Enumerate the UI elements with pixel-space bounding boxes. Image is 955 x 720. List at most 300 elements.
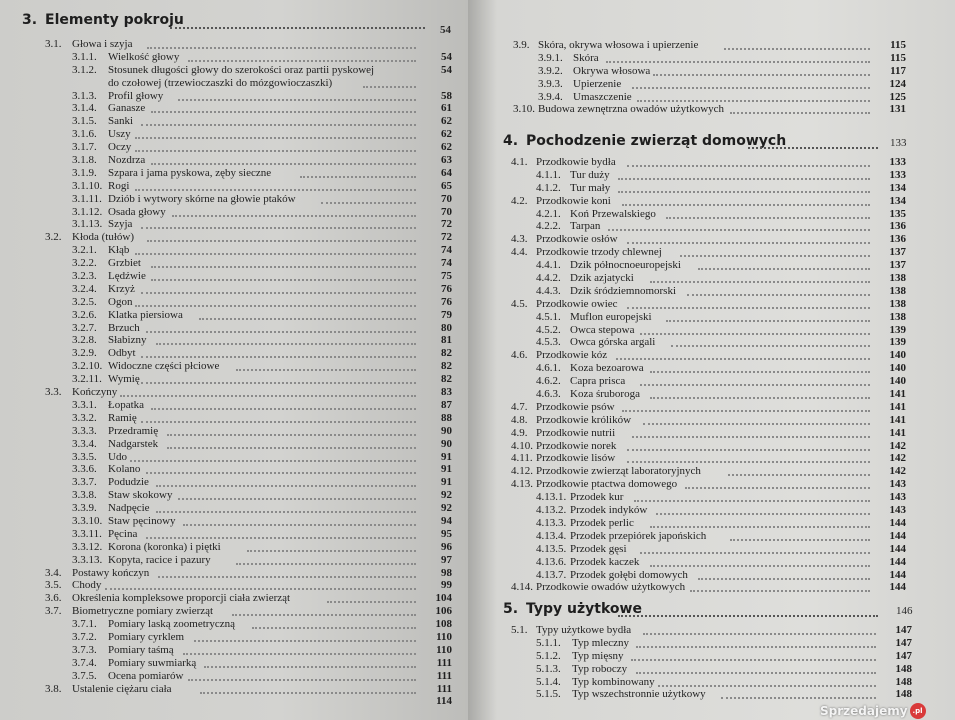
entry-title: Przodkowie bydła xyxy=(536,156,616,168)
toc-entry xyxy=(0,322,468,335)
toc-entry xyxy=(468,78,955,91)
entry-title: Brzuch xyxy=(108,321,140,334)
entry-title: Typ wszechstronnie użytkowy xyxy=(572,688,706,701)
entry-title: Szpara i jama pyskowa, zęby sieczne xyxy=(108,166,272,179)
dot-leader xyxy=(135,137,416,139)
entry-number: 3.3.5. xyxy=(72,450,97,463)
entry-page: 70 xyxy=(441,205,452,218)
entry-number: 3.1.4. xyxy=(72,102,97,115)
entry-title: Umaszczenie xyxy=(573,90,632,103)
entry-page: 117 xyxy=(890,64,906,77)
entry-number: 3.3.1. xyxy=(72,398,97,411)
entry-title: Upierzenie xyxy=(573,77,622,90)
dot-leader xyxy=(618,615,878,617)
entry-page: 147 xyxy=(895,636,912,649)
dot-leader xyxy=(636,672,876,674)
entry-number: 4.1.2. xyxy=(536,181,561,194)
toc-entry xyxy=(468,324,955,337)
entry-page: 139 xyxy=(889,323,906,336)
entry-page: 72 xyxy=(441,218,452,231)
toc-entry xyxy=(468,336,955,349)
dot-leader xyxy=(606,61,871,63)
dot-leader xyxy=(627,449,870,451)
entry-title: Kopyta, racice i pazury xyxy=(108,553,211,566)
dot-leader xyxy=(141,382,417,384)
entry-number: 4.13.2. xyxy=(536,504,567,517)
entry-page: 54 xyxy=(441,50,452,63)
dot-leader xyxy=(147,240,416,242)
entry-title: Przodek indyków xyxy=(570,504,648,517)
toc-entry xyxy=(0,528,468,541)
toc-entry xyxy=(0,438,468,451)
entry-number: 4.1. xyxy=(511,156,528,168)
entry-title: Przodek gęsi xyxy=(570,542,627,555)
entry-number: 3.3.10. xyxy=(72,514,103,527)
entry-page: 144 xyxy=(889,516,906,529)
entry-page: 148 xyxy=(895,688,912,701)
dot-leader xyxy=(636,646,876,648)
entry-title: Owca górska argali xyxy=(570,336,656,349)
entry-number: 3.2.3. xyxy=(72,270,97,283)
entry-number: 4.7. xyxy=(511,400,528,413)
entry-page: 131 xyxy=(889,103,906,116)
right-page xyxy=(468,0,955,720)
entry-number: 3.3.9. xyxy=(72,502,97,515)
entry-title: Koza bezoarowa xyxy=(570,362,644,375)
entry-title: Przodek kur xyxy=(570,491,624,504)
entry-page: 137 xyxy=(889,246,906,259)
toc-entry xyxy=(0,64,468,77)
entry-title: Pomiary laską zoometryczną xyxy=(108,618,236,631)
entry-number: 3.7.1. xyxy=(72,618,97,631)
entry-page: 139 xyxy=(889,336,906,349)
dot-leader xyxy=(627,461,870,463)
dot-leader xyxy=(618,178,870,180)
entry-page: 88 xyxy=(441,411,452,424)
entry-number: 4.6.3. xyxy=(536,388,561,401)
toc-entry xyxy=(0,412,468,425)
toc-entry xyxy=(468,375,955,388)
entry-page: 124 xyxy=(889,77,906,90)
dot-leader xyxy=(156,343,416,345)
entry-number: 3.5. xyxy=(45,579,62,592)
dot-leader xyxy=(194,640,417,642)
entry-page: 62 xyxy=(441,115,452,128)
toc-entry xyxy=(0,167,468,180)
entry-page: 92 xyxy=(441,489,452,502)
toc-entry xyxy=(0,386,468,399)
toc-list xyxy=(468,156,955,594)
toc-entry xyxy=(0,515,468,528)
entry-number: 3.2.1. xyxy=(72,244,97,257)
entry-title: Kłąb xyxy=(108,244,130,257)
toc-entry xyxy=(468,663,955,676)
chapter-number: 4. xyxy=(503,133,519,149)
entry-title: Przodkowie owadów użytkowych xyxy=(536,581,686,594)
dot-leader xyxy=(666,217,870,219)
entry-title: Przodek perlic xyxy=(570,516,634,529)
entry-title: Szyja xyxy=(108,218,133,231)
toc-entry xyxy=(468,285,955,298)
dot-leader xyxy=(622,410,871,412)
entry-title: Typy użytkowe bydła xyxy=(536,624,632,636)
entry-title: Biometryczne pomiary zwierząt xyxy=(72,605,214,618)
chapter-3-heading xyxy=(22,12,184,29)
dot-leader xyxy=(130,460,416,462)
entry-page: 90 xyxy=(441,437,452,450)
toc-entry xyxy=(468,491,955,504)
toc-entry xyxy=(0,360,468,373)
toc-entry xyxy=(0,231,468,244)
entry-title: Podudzie xyxy=(108,476,149,489)
toc-entry xyxy=(468,208,955,221)
toc-entry xyxy=(468,91,955,104)
entry-page: 99 xyxy=(441,579,452,592)
entry-number: 3.1.6. xyxy=(72,128,97,141)
entry-page: 133 xyxy=(889,156,906,168)
dot-leader xyxy=(178,498,416,500)
toc-entry xyxy=(0,399,468,412)
entry-page: 141 xyxy=(889,388,906,401)
entry-page: 140 xyxy=(889,362,906,375)
entry-title: Skóra xyxy=(573,51,599,64)
entry-page: 91 xyxy=(441,476,452,489)
entry-number: 4.14. xyxy=(511,581,533,594)
entry-title: Przodkowie kóz xyxy=(536,349,608,362)
toc-entry xyxy=(0,309,468,322)
toc-entry xyxy=(0,463,468,476)
dot-leader xyxy=(327,601,416,603)
dot-leader xyxy=(658,685,877,687)
entry-page: 83 xyxy=(441,386,452,399)
entry-page: 104 xyxy=(435,592,452,605)
dot-leader xyxy=(698,578,870,580)
toc-entry xyxy=(468,156,955,169)
dot-leader xyxy=(643,633,876,635)
dot-leader xyxy=(146,537,416,539)
dot-leader xyxy=(247,550,417,552)
dot-leader xyxy=(236,563,416,565)
entry-number: 3.9.3. xyxy=(538,77,563,90)
entry-title: Łopatka xyxy=(108,398,145,411)
toc-entry xyxy=(0,592,468,605)
entry-page: 108 xyxy=(435,618,452,631)
entry-number: 4.4.3. xyxy=(536,284,561,297)
dot-leader xyxy=(650,565,870,567)
toc-entry xyxy=(0,115,468,128)
entry-title: Krzyż xyxy=(108,282,135,295)
entry-title: Oczy xyxy=(108,141,132,154)
entry-page: 147 xyxy=(895,624,912,636)
toc-entry xyxy=(468,349,955,362)
entry-title: Przodkowie lisów xyxy=(536,452,616,465)
entry-title: Dzik śródziemnomorski xyxy=(570,284,677,297)
entry-number: 3.2.9. xyxy=(72,347,97,360)
toc-entry xyxy=(468,103,955,116)
entry-page: 96 xyxy=(441,540,452,553)
toc-entry xyxy=(0,296,468,309)
entry-number: 3.2.2. xyxy=(72,257,97,270)
entry-number: 3.2.10. xyxy=(72,360,103,373)
entry-title: Nadgarstek xyxy=(108,437,159,450)
entry-page: 106 xyxy=(435,605,452,618)
entry-page: 143 xyxy=(889,491,906,504)
toc-entry xyxy=(468,169,955,182)
dot-leader xyxy=(141,227,417,229)
toc-entry xyxy=(468,517,955,530)
dot-leader xyxy=(640,552,870,554)
dot-leader xyxy=(156,485,416,487)
entry-title: Okrywa włosowa xyxy=(573,64,651,77)
entry-number: 3.7. xyxy=(45,605,62,618)
dot-leader xyxy=(236,369,416,371)
entry-title: Lędźwie xyxy=(108,270,146,283)
watermark-text: Sprzedajemy xyxy=(820,704,908,718)
entry-title: Dzik azjatycki xyxy=(570,272,634,285)
entry-title: Staw skokowy xyxy=(108,489,173,502)
chapter-title: Typy użytkowe xyxy=(526,601,642,617)
dot-leader xyxy=(146,472,416,474)
dot-leader xyxy=(748,147,878,149)
toc-entry xyxy=(0,683,468,696)
dot-leader xyxy=(634,500,870,502)
toc-entry xyxy=(468,39,955,52)
toc-entry xyxy=(0,180,468,193)
entry-number: 4.12. xyxy=(511,465,533,478)
entry-title: Staw pęcinowy xyxy=(108,514,176,527)
dot-leader xyxy=(158,576,417,578)
toc-entry xyxy=(0,244,468,257)
entry-title: Korona (koronka) i piętki xyxy=(108,540,221,553)
entry-number: 4.13.3. xyxy=(536,516,567,529)
entry-number: 4.8. xyxy=(511,413,528,426)
entry-title: Klatka piersiowa xyxy=(108,308,183,321)
toc-entry xyxy=(0,257,468,270)
entry-number: 5.1.2. xyxy=(536,649,561,662)
dot-leader xyxy=(141,292,417,294)
entry-page: 92 xyxy=(441,502,452,515)
dot-leader xyxy=(656,513,871,515)
entry-page: 133 xyxy=(889,168,906,181)
left-page xyxy=(0,0,468,720)
entry-page: 87 xyxy=(441,398,452,411)
entry-page: 138 xyxy=(889,297,906,310)
entry-title: Postawy kończyn xyxy=(72,566,150,579)
toc-entry xyxy=(0,554,468,567)
entry-page: 80 xyxy=(441,321,452,334)
toc-entry xyxy=(468,440,955,453)
entry-number: 4.5.1. xyxy=(536,310,561,323)
toc-entry xyxy=(468,478,955,491)
entry-page: 114 xyxy=(436,695,452,708)
entry-title: Uszy xyxy=(108,128,131,141)
entry-number: 3.1.3. xyxy=(72,89,97,102)
toc-list xyxy=(0,38,468,708)
entry-number: 3.3.3. xyxy=(72,424,97,437)
entry-title: Ogon xyxy=(108,295,133,308)
entry-page: 111 xyxy=(436,656,452,669)
toc-entry xyxy=(0,489,468,502)
entry-number: 3.6. xyxy=(45,592,62,605)
entry-number: 4.5.2. xyxy=(536,323,561,336)
dot-leader xyxy=(141,421,417,423)
entry-title: Nozdrza xyxy=(108,154,146,167)
entry-page: 95 xyxy=(441,527,452,540)
dot-leader xyxy=(363,86,416,88)
entry-title: Typ mleczny xyxy=(572,636,629,649)
toc-entry xyxy=(468,650,955,663)
entry-page: 81 xyxy=(441,334,452,347)
entry-number: 3.3. xyxy=(45,386,62,399)
entry-page: 138 xyxy=(889,284,906,297)
entry-number: 4.5.3. xyxy=(536,336,561,349)
entry-title: Profil głowy xyxy=(108,89,164,102)
entry-title: Przodkowie owiec xyxy=(536,297,618,310)
entry-title: Przodkowie trzody chlewnej xyxy=(536,246,662,259)
toc-entry xyxy=(0,193,468,206)
dot-leader xyxy=(653,74,870,76)
entry-page: 136 xyxy=(889,233,906,246)
entry-number: 3.9.2. xyxy=(538,64,563,77)
toc-entry xyxy=(468,401,955,414)
dot-leader xyxy=(183,653,416,655)
entry-page: 91 xyxy=(441,463,452,476)
entry-number: 3.9.1. xyxy=(538,51,563,64)
entry-page: 138 xyxy=(889,272,906,285)
entry-number: 3.1.13. xyxy=(72,218,103,231)
entry-title: Ganasze xyxy=(108,102,146,115)
chapter-page: 54 xyxy=(440,24,451,36)
dot-leader xyxy=(622,204,871,206)
entry-page: 115 xyxy=(890,51,906,64)
entry-number: 3.7.4. xyxy=(72,656,97,669)
toc-entry xyxy=(468,452,955,465)
toc-entry xyxy=(0,90,468,103)
entry-page: 97 xyxy=(441,553,452,566)
entry-page: 144 xyxy=(889,529,906,542)
entry-title: Pomiary taśmą xyxy=(108,643,174,656)
entry-page: 82 xyxy=(441,373,452,386)
entry-page: 134 xyxy=(889,194,906,207)
entry-number: 4.4.2. xyxy=(536,272,561,285)
entry-number: 5.1. xyxy=(511,624,528,636)
entry-number: 3.1.7. xyxy=(72,141,97,154)
dot-leader xyxy=(300,176,417,178)
entry-title: Sanki xyxy=(108,115,134,128)
dot-leader xyxy=(618,191,870,193)
entry-page: 74 xyxy=(441,244,452,257)
dot-leader xyxy=(172,215,416,217)
entry-page: 140 xyxy=(889,349,906,362)
toc-entry xyxy=(468,233,955,246)
toc-list xyxy=(468,39,955,116)
dot-leader xyxy=(321,202,416,204)
toc-entry xyxy=(0,334,468,347)
entry-title: Przodkowie ptactwa domowego xyxy=(536,478,678,491)
entry-page: 76 xyxy=(441,282,452,295)
toc-entry xyxy=(468,637,955,650)
entry-number: 3.4. xyxy=(45,566,62,579)
dot-leader xyxy=(690,590,870,592)
entry-number: 4.6.2. xyxy=(536,375,561,388)
entry-title: Przodkowie psów xyxy=(536,400,615,413)
entry-number: 3.3.6. xyxy=(72,463,97,476)
toc-entry xyxy=(0,154,468,167)
toc-entry xyxy=(0,373,468,386)
entry-number: 3.7.2. xyxy=(72,630,97,643)
dot-leader xyxy=(632,87,870,89)
entry-title: Kłoda (tułów) xyxy=(72,231,135,244)
entry-title: Ustalenie ciężaru ciała xyxy=(72,682,172,695)
entry-number: 4.11. xyxy=(511,452,533,465)
entry-page: 74 xyxy=(441,257,452,270)
toc-entry xyxy=(468,530,955,543)
toc-list xyxy=(468,624,955,701)
entry-number: 4.5. xyxy=(511,297,528,310)
entry-number: 4.2.2. xyxy=(536,220,561,233)
entry-title: Widoczne części płciowe xyxy=(108,360,220,373)
entry-title: Tarpan xyxy=(570,220,601,233)
toc-entry xyxy=(0,657,468,670)
toc-entry xyxy=(0,644,468,657)
entry-page: 54 xyxy=(441,63,452,76)
toc-entry xyxy=(0,141,468,154)
toc-entry xyxy=(468,556,955,569)
entry-title: Przodkowie królików xyxy=(536,413,632,426)
dot-leader xyxy=(698,268,870,270)
entry-page: 135 xyxy=(889,207,906,220)
entry-title: Udo xyxy=(108,450,127,463)
dot-leader xyxy=(730,112,871,114)
entry-number: 4.2. xyxy=(511,194,528,207)
entry-page: 94 xyxy=(441,514,452,527)
entry-page: 63 xyxy=(441,154,452,167)
entry-page: 142 xyxy=(889,465,906,478)
entry-number: 3.2.11. xyxy=(72,373,102,386)
toc-entry xyxy=(468,272,955,285)
entry-number: 4.6.1. xyxy=(536,362,561,375)
entry-title: Określenia kompleksowe proporcji ciała zwierząt xyxy=(72,592,291,605)
entry-title: Muflon europejski xyxy=(570,310,652,323)
dot-leader xyxy=(188,60,416,62)
dot-leader xyxy=(627,165,870,167)
dot-leader xyxy=(232,614,416,616)
entry-number: 4.6. xyxy=(511,349,528,362)
chapter-title: Elementy pokroju xyxy=(45,12,184,28)
entry-page: 141 xyxy=(889,413,906,426)
toc-entry xyxy=(468,414,955,427)
entry-number: 5.1.4. xyxy=(536,675,561,688)
entry-number: 3.2.6. xyxy=(72,308,97,321)
entry-page: 143 xyxy=(889,478,906,491)
dot-leader xyxy=(650,397,870,399)
entry-page: 144 xyxy=(889,581,906,594)
entry-page: 138 xyxy=(889,310,906,323)
toc-entry xyxy=(0,102,468,115)
entry-page: 64 xyxy=(441,166,452,179)
entry-number: 3.3.13. xyxy=(72,553,103,566)
dot-leader xyxy=(204,666,416,668)
entry-title: Przodek przepiórek japońskich xyxy=(570,529,707,542)
entry-title: Wymię xyxy=(108,373,140,386)
entry-number: 3.1.12. xyxy=(72,205,103,218)
toc-entry xyxy=(468,52,955,65)
entry-title: Przodkowie zwierząt laboratoryjnych xyxy=(536,465,701,478)
toc-entry xyxy=(0,38,468,51)
dot-leader xyxy=(252,627,416,629)
entry-number: 3.9.4. xyxy=(538,90,563,103)
toc-entry xyxy=(468,388,955,401)
